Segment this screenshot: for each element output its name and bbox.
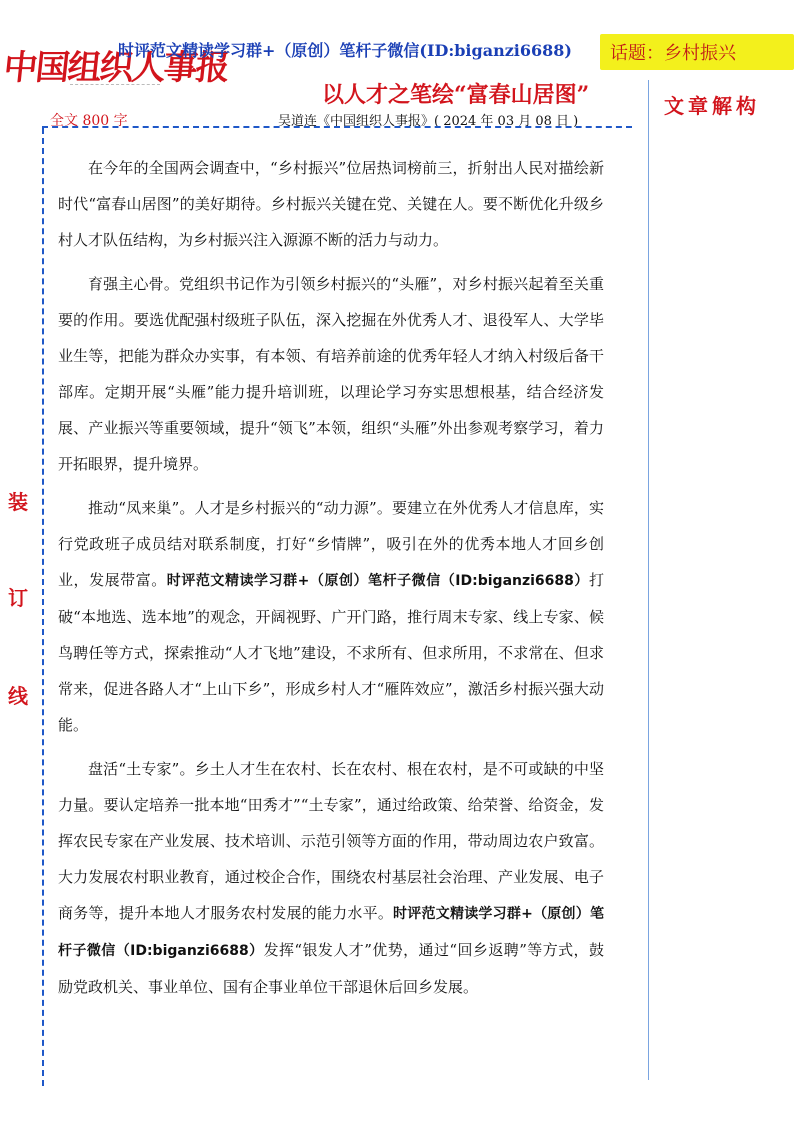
binding-char-3: 线 <box>8 684 28 708</box>
right-margin-rule <box>648 80 649 1080</box>
article-title: 以人才之笔绘“富春山居图” <box>322 82 590 108</box>
paragraph-text: 盘活“土专家”。乡土人才生在农村、长在农村、根在农村，是不可或缺的中坚力量。要认定培养一批本地“田秀才”“土专家”，通过给政策、给荣誉、给资金，发挥农民专家在产业发展、技术培训、示范引领等方面的作用，带动周边农户致富。大力发展农村职业教育，通过校企合作，围绕农村基层社会治理、产业发展、电子商务等，提升本地人才服务农村发展的能力水平。 <box>58 760 604 922</box>
paragraph-text: 发挥“银发人才”优势，通过“回乡返聘”等方式，鼓励党政机关、事业单位、国有企事业单位干部退休后回乡发展。 <box>58 941 604 996</box>
word-count: 全文 800 字 <box>50 113 128 129</box>
header-promo-text: 时评范文精读学习群+（原创）笔杆子微信(ID:biganzi6688) <box>118 41 572 60</box>
paragraph <box>58 490 604 743</box>
binding-char-1: 装 <box>8 490 28 514</box>
paragraph: 育强主心骨。党组织书记作为引领乡村振兴的“头雁”，对乡村振兴起着至关重要的作用。要选优配强村级班子队伍，深入挖掘在外优秀人才、退役军人、大学毕业生等，把能为群众办实事，有本领、有培养前途的优秀年轻人才纳入村级后备干部库。定期开展“头雁”能力提升培训班，以理论学习夯实思想根基，结合经济发展、产业振兴等重要领域，提升“领飞”本领，组织“头雁”外出参观考察学习，着力开拓眼界，提升境界。 <box>58 275 604 473</box>
inline-promo: 时评范文精读学习群+（原创）笔杆子微信（ID:biganzi6688） <box>166 573 589 589</box>
paragraph-text: 打破“本地选、选本地”的观念，开阔视野、广开门路，推行周末专家、线上专家、候鸟聘任等方式，探索推动“人才飞地”建设，不求所有、但求所用，不求常在、但求常来，促进各路人才“上山下乡”，形成乡村人才“雁阵效应”，激活乡村振兴强大动能。 <box>58 571 604 734</box>
topic-badge: 话题：乡村振兴 <box>600 34 794 70</box>
paragraph-text: 推动“凤来巢”。人才是乡村振兴的“动力源”。要建立在外优秀人才信息库，实行党政班子成员结对联系制度，打好“乡情牌”，吸引在外的优秀本地人才回乡创业，发展带富。 <box>58 499 604 589</box>
binding-char-2: 订 <box>8 586 28 610</box>
inline-promo: 时评范文精读学习群+（原创）笔杆子微信（ID:biganzi6688） <box>58 906 604 959</box>
top-dashed-rule <box>42 126 632 128</box>
byline: 吴道连《中国组织人事报》( 2024 年 03 月 08 日 ) <box>278 114 579 129</box>
article-body <box>58 150 604 1013</box>
paragraph <box>58 751 604 1005</box>
sidebar-title: 文章解构 <box>664 94 760 118</box>
binding-dashed-rule <box>42 128 44 1086</box>
logo-underline <box>70 84 160 88</box>
newspaper-logo: 中国组织人事报 <box>1 48 230 88</box>
paragraph: 在今年的全国两会调查中，“乡村振兴”位居热词榜前三，折射出人民对描绘新时代“富春山居图”的美好期待。乡村振兴关键在党、关键在人。要不断优化升级乡村人才队伍结构，为乡村振兴注入源源不断的活力与动力。 <box>58 159 604 249</box>
